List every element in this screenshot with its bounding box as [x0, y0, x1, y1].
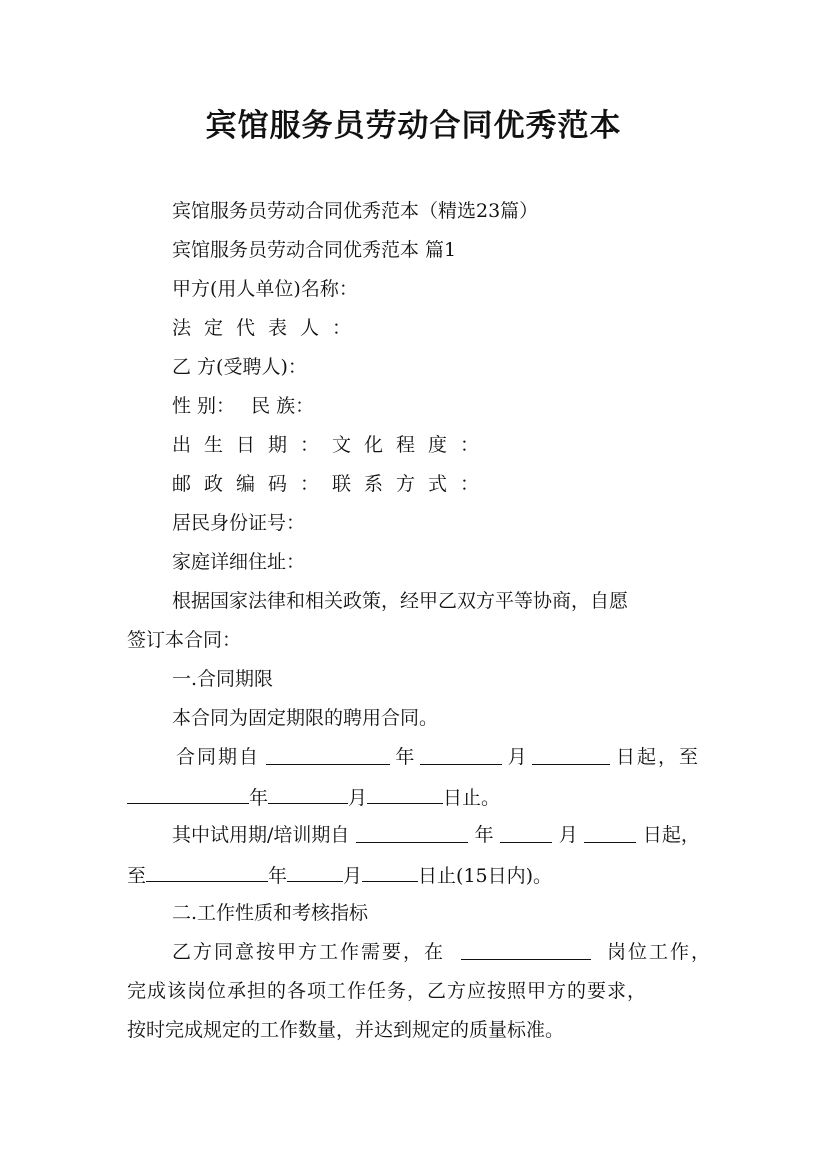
- month-label: 月: [507, 746, 527, 768]
- section-heading: 宾馆服务员劳动合同优秀范本 篇1: [172, 239, 457, 261]
- trial-end-year-label: 年: [268, 865, 288, 887]
- document-subtitle: 宾馆服务员劳动合同优秀范本（精选23篇）: [172, 200, 539, 222]
- day-until-label: 日止。: [443, 787, 501, 809]
- field-education: 文化程度：: [332, 434, 493, 456]
- document-title: 宾馆服务员劳动合同优秀范本: [205, 108, 622, 144]
- intro-line-1: 根据国家法律和相关政策，经甲乙双方平等协商，自愿: [172, 590, 629, 612]
- end-year-label: 年: [249, 787, 269, 809]
- trial-period-end-line: [127, 862, 552, 888]
- period-start-label: 合同期自: [176, 746, 261, 768]
- field-party-a: 甲方(用人单位)名称：: [172, 278, 358, 300]
- contract-period-end-line: [127, 784, 500, 810]
- blank-day: [532, 745, 610, 765]
- to-label: 至: [127, 865, 147, 887]
- field-row-gender-ethnicity: [172, 394, 314, 418]
- trial-year-label: 年: [474, 824, 494, 846]
- clause1-heading: 一.合同期限: [172, 668, 274, 690]
- clause2-line-2: 完成该岗位承担的各项工作任务，乙方应按照甲方的要求，: [127, 980, 648, 1002]
- field-party-b: 乙 方(受聘人)：: [172, 356, 307, 378]
- clause2-line1-b: 岗位工作，: [606, 941, 712, 963]
- field-id-number: 居民身份证号：: [172, 512, 306, 534]
- trial-from-label: 日起，: [642, 824, 700, 846]
- field-row-birth-education: [172, 433, 492, 457]
- clause2-heading: 二.工作性质和考核指标: [172, 902, 369, 924]
- blank-end-month: [268, 784, 348, 804]
- end-month-label: 月: [348, 787, 368, 809]
- blank-month: [420, 745, 502, 765]
- clause2-line-1: [172, 940, 712, 964]
- field-contact: 联系方式：: [332, 473, 493, 495]
- field-address: 家庭详细住址：: [172, 551, 306, 573]
- blank-trial-day: [584, 823, 636, 843]
- field-row-postal-contact: [172, 472, 492, 496]
- blank-position: [461, 940, 591, 960]
- blank-year: [266, 745, 390, 765]
- blank-trial-end-year: [146, 862, 268, 882]
- intro-line-2: 签订本合同：: [127, 629, 242, 651]
- trial-period-line: [172, 823, 700, 847]
- trial-month-label: 月: [558, 824, 578, 846]
- contract-period-line: [176, 745, 700, 769]
- field-gender: 性 别：: [172, 395, 236, 417]
- blank-trial-year: [356, 823, 468, 843]
- trial-start-label: 其中试用期/培训期自: [172, 824, 350, 846]
- blank-trial-month: [500, 823, 552, 843]
- clause2-line-3: 按时完成规定的工作数量，并达到规定的质量标准。: [127, 1019, 565, 1041]
- field-postal-code: 邮政编码：: [172, 473, 333, 495]
- blank-end-year: [127, 784, 249, 804]
- day-from-label: 日起，至: [615, 746, 700, 768]
- clause2-line1-a: 乙方同意按甲方工作需要，在: [172, 941, 446, 963]
- field-ethnicity: 民 族：: [251, 395, 315, 417]
- trial-until-label: 日止(15日内)。: [418, 865, 553, 887]
- blank-trial-end-month: [287, 862, 343, 882]
- year-label: 年: [395, 746, 415, 768]
- field-legal-rep: 法定代表人：: [172, 317, 365, 339]
- trial-end-month-label: 月: [343, 865, 363, 887]
- blank-trial-end-day: [362, 862, 418, 882]
- blank-end-day: [367, 784, 443, 804]
- field-birth-date: 出生日期：: [172, 434, 333, 456]
- clause1-text: 本合同为固定期限的聘用合同。: [172, 707, 439, 729]
